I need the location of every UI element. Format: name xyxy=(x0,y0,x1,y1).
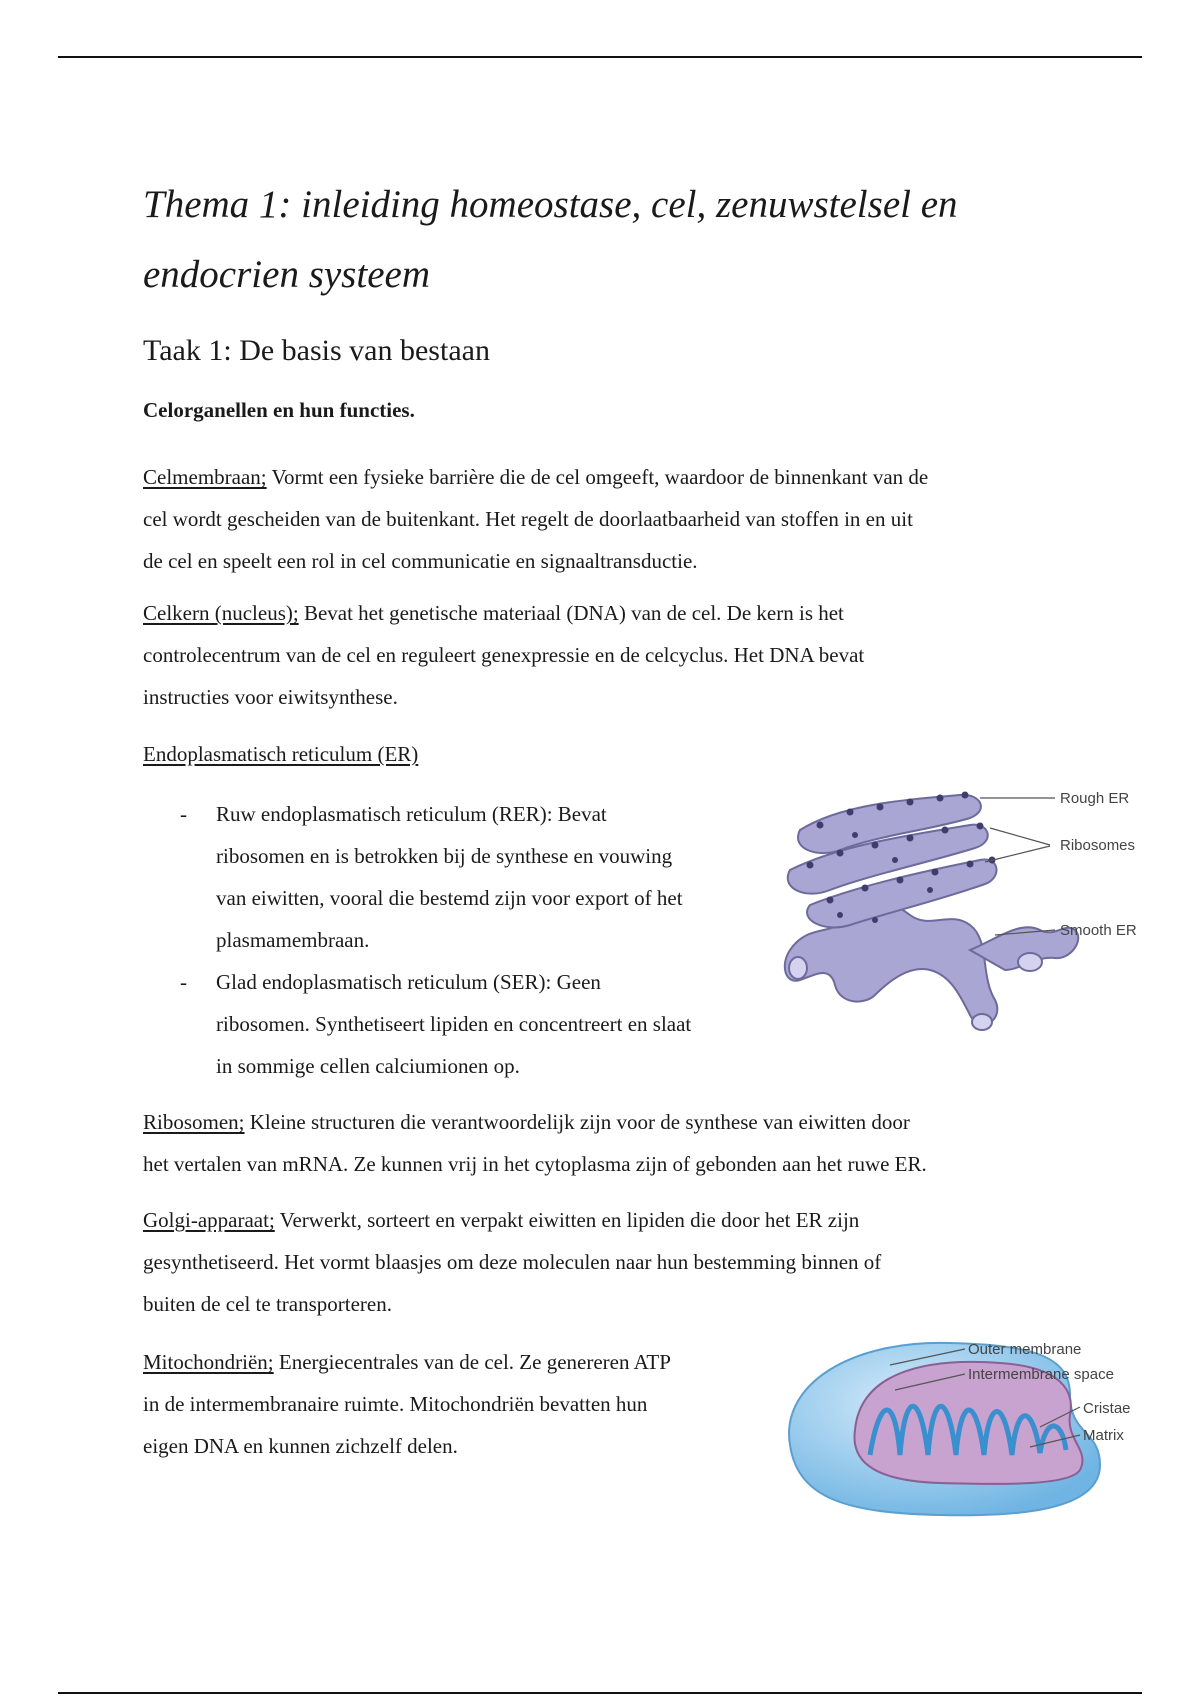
paragraph-celmembraan: Celmembraan; Vormt een fysieke barrière die de cel omgeeft, waardoor de binnenkant van de cel wordt gescheiden van de buitenkant. Het regelt de doorlaatbaarheid van stoffen in en uit de cel en speelt een rol in cel communicatie en signaaltransductie. xyxy=(143,465,929,573)
bottom-rule xyxy=(58,1692,1142,1694)
label-intermembrane-space: Intermembrane space xyxy=(968,1366,1114,1383)
tube-end xyxy=(789,957,807,979)
er-cisternae xyxy=(785,795,1078,1030)
paragraph-er-heading xyxy=(143,733,1063,775)
label-cristae: Cristae xyxy=(1083,1400,1131,1417)
title-line-2: endocrien systeem xyxy=(143,253,430,296)
page-title xyxy=(143,170,1043,310)
term-celkern: Celkern (nucleus); xyxy=(143,601,299,625)
paragraph-ribosomen: Ribosomen; Kleine structuren die verantwoordelijk zijn voor de synthese van eiwitten door het vertalen van mRNA. Ze kunnen vrij in het cytoplasma zijn of gebonden aan het ruwe ER. xyxy=(143,1110,927,1176)
tube-end xyxy=(972,1014,992,1030)
paragraph-golgi: Golgi-apparaat; Verwerkt, sorteert en verpakt eiwitten en lipiden die door het ER zijn gesynthetiseerd. Het vormt blaasjes om deze moleculen naar hun bestemming binnen of buiten de cel te transporteren. xyxy=(143,1208,882,1316)
title-line-1: Thema 1: inleiding homeostase, cel, zenuwstelsel en xyxy=(143,183,958,226)
term-er: Endoplasmatisch reticulum (ER) xyxy=(143,742,419,766)
label-smooth-er: Smooth ER xyxy=(1060,922,1137,939)
top-rule xyxy=(58,56,1142,58)
paragraph-celkern: Celkern (nucleus); Bevat het genetische materiaal (DNA) van de cel. De kern is het controlecentrum van de cel en reguleert genexpressie en de celcyclus. Het DNA bevat instructies voor eiwitsynthese. xyxy=(143,601,865,709)
term-golgi: Golgi-apparaat; xyxy=(143,1208,275,1232)
mitochondrion-illustration xyxy=(770,1335,1180,1525)
label-outer-membrane: Outer membrane xyxy=(968,1341,1082,1358)
task-heading: Taak 1: De basis van bestaan xyxy=(143,334,490,367)
er-illustration xyxy=(780,790,1180,1040)
term-mitochondrien: Mitochondriën; xyxy=(143,1350,274,1374)
list-item: - Ruw endoplasmatisch reticulum (RER): Bevat ribosomen en is betrokken bij de synthese en vouwing van eiwitten, vooral die bestemd zijn voor export of het plasmamembraan. xyxy=(180,802,683,952)
paragraph-mitochondrien: Mitochondriën; Energiecentrales van de cel. Ze genereren ATP in de intermembranaire ruimte. Mitochondriën bevatten hun eigen DNA en kunnen zichzelf delen. xyxy=(143,1350,671,1458)
label-matrix: Matrix xyxy=(1083,1427,1124,1444)
label-rough-er: Rough ER xyxy=(1060,790,1130,807)
label-ribosomes: Ribosomes xyxy=(1060,837,1136,854)
er-bullet-list xyxy=(143,793,783,1087)
term-celmembraan: Celmembraan; xyxy=(143,465,267,489)
list-item: - Glad endoplasmatisch reticulum (SER): Geen ribosomen. Synthetiseert lipiden en concentreert en slaat in sommige cellen calciumionen op. xyxy=(180,970,692,1078)
section-heading: Celorganellen en hun functies. xyxy=(143,398,415,422)
tube-end xyxy=(1018,953,1042,971)
term-ribosomen: Ribosomen; xyxy=(143,1110,245,1134)
